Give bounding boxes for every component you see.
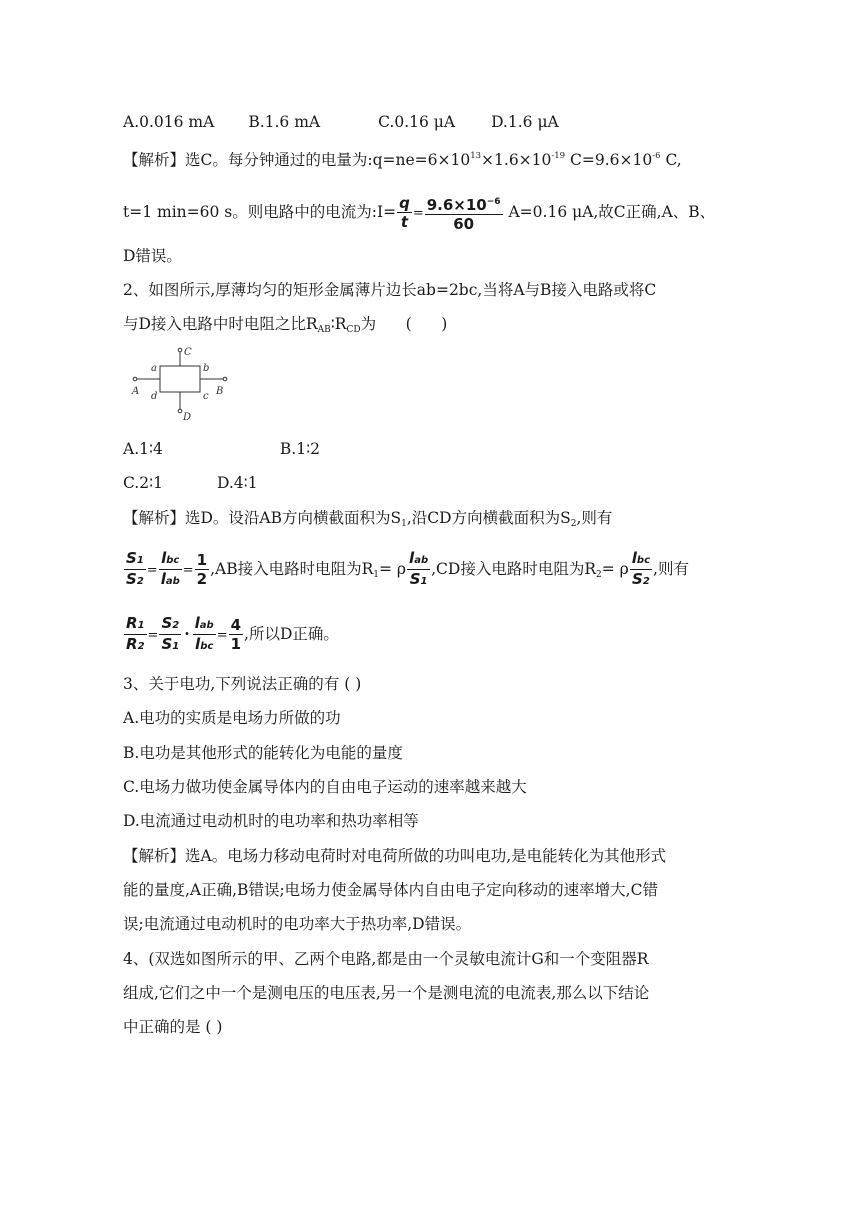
q4-stem-line-1: 4、(双选如图所示的甲、乙两个电路,都是由一个灵敏电流计G和一个变阻器R <box>123 950 649 968</box>
label-B: B <box>216 386 224 397</box>
q2-analysis-line-3: $\frac{R1}{R2}$ = $\frac{S2}{S1}$ · $\frac{\text{lab}}{\text{lbc}}$ = $\frac{4}{1}$ ,所以D正确。 <box>126 613 339 653</box>
q3-option-c: C.电场力做功使金属导体内的自由电子运动的速率越来越大 <box>123 778 527 796</box>
q1-options <box>123 111 559 133</box>
q2-stem-line-1: 2、如图所示,厚薄均匀的矩形金属薄片边长ab=2bc,当将A与B接入电路或将C <box>123 281 657 299</box>
q3-analysis-line-3: 误;电流通过电动机时的电功率大于热功率,D错误。 <box>123 915 472 933</box>
label-b: b <box>203 363 210 374</box>
q3-stem: 3、关于电功,下列说法正确的有 ( ) <box>123 675 362 693</box>
metal-sheet-rect <box>160 366 200 392</box>
q3-analysis-line-2: 能的量度,A正确,B错误;电场力使金属导体内自由电子定向移动的速率增大,C错 <box>123 881 658 899</box>
q1-option-b: B.1.6 mA <box>248 113 321 131</box>
q1-analysis-line-1: 【解析】选C。每分钟通过的电量为$:q=ne=6\times 10^{13}\times 1.6\times 10^{-19}$ $C=9.6\times 10^{-6}$ C, <box>123 151 682 169</box>
q1-option-d: D.1.6 μA <box>491 113 559 131</box>
label-c: c <box>203 391 209 402</box>
q3-option-b: B.电功是其他形式的能转化为电能的量度 <box>123 744 403 762</box>
q3-option-a: A.电功的实质是电场力所做的功 <box>123 709 341 727</box>
rectangle-metal-sheet-figure <box>122 344 232 424</box>
q4-stem-line-2: 组成,它们之中一个是测电压的电压表,另一个是测电流的电流表,那么以下结论 <box>123 984 650 1002</box>
q4-stem-line-3: 中正确的是 ( ) <box>123 1018 223 1036</box>
label-d: d <box>151 391 158 402</box>
q3-analysis-line-1: 【解析】选A。电场力移动电荷时对电荷所做的功叫电功,是电能转化为其他形式 <box>123 847 667 865</box>
q1-analysis-line-3: D错误。 <box>123 247 182 265</box>
q2-options-row-2: C.2∶1 D.4∶1 <box>123 474 258 492</box>
q3-option-d: D.电流通过电动机时的电功率和热功率相等 <box>123 812 419 830</box>
fraction-q-over-t: $\frac{q}{t}$ <box>399 194 410 231</box>
fraction-value: $\frac{9.6\times 10^{-6}}{60}$ <box>426 195 501 233</box>
label-a: a <box>151 363 157 374</box>
q1-option-a: A.0.016 mA <box>123 113 215 131</box>
q1-option-c: C.0.16 μA <box>378 113 456 131</box>
q2-options-row-1: A.1∶4 B.1∶2 <box>123 440 320 458</box>
q2-stem-line-2: 与D接入电路中时电阻之比$R_{AB}∶R_{CD}$为 ( ) <box>123 315 448 335</box>
q1-analysis-line-2: t=1 min=60 s。则电路中的电流为:I= $\frac{q}{t}$ = $\frac{9.6\times 10^{-6}}{60}$ A=0.16 μA,故C正确,A、B、 <box>123 194 716 233</box>
label-D: D <box>183 412 192 423</box>
label-C: C <box>184 347 192 358</box>
q2-analysis-line-1: 【解析】选D。设沿AB方向横截面积为$S_1$,沿CD方向横截面积为$S_2$,则有 <box>123 509 613 529</box>
label-A: A <box>132 386 140 397</box>
q2-analysis-line-2: $\frac{S1}{S2}$ = $\frac{\text{lbc}}{\text{lab}}$ = $\frac{1}{2}$ ,AB接入电路时电阻为$R_1= \rho$ $\frac{\text{lab}}{S1}$ ,CD接入电路时电阻为$R_2= \rho$ $\frac{\text{lbc}}{S2}$ ,则有 <box>126 548 689 588</box>
